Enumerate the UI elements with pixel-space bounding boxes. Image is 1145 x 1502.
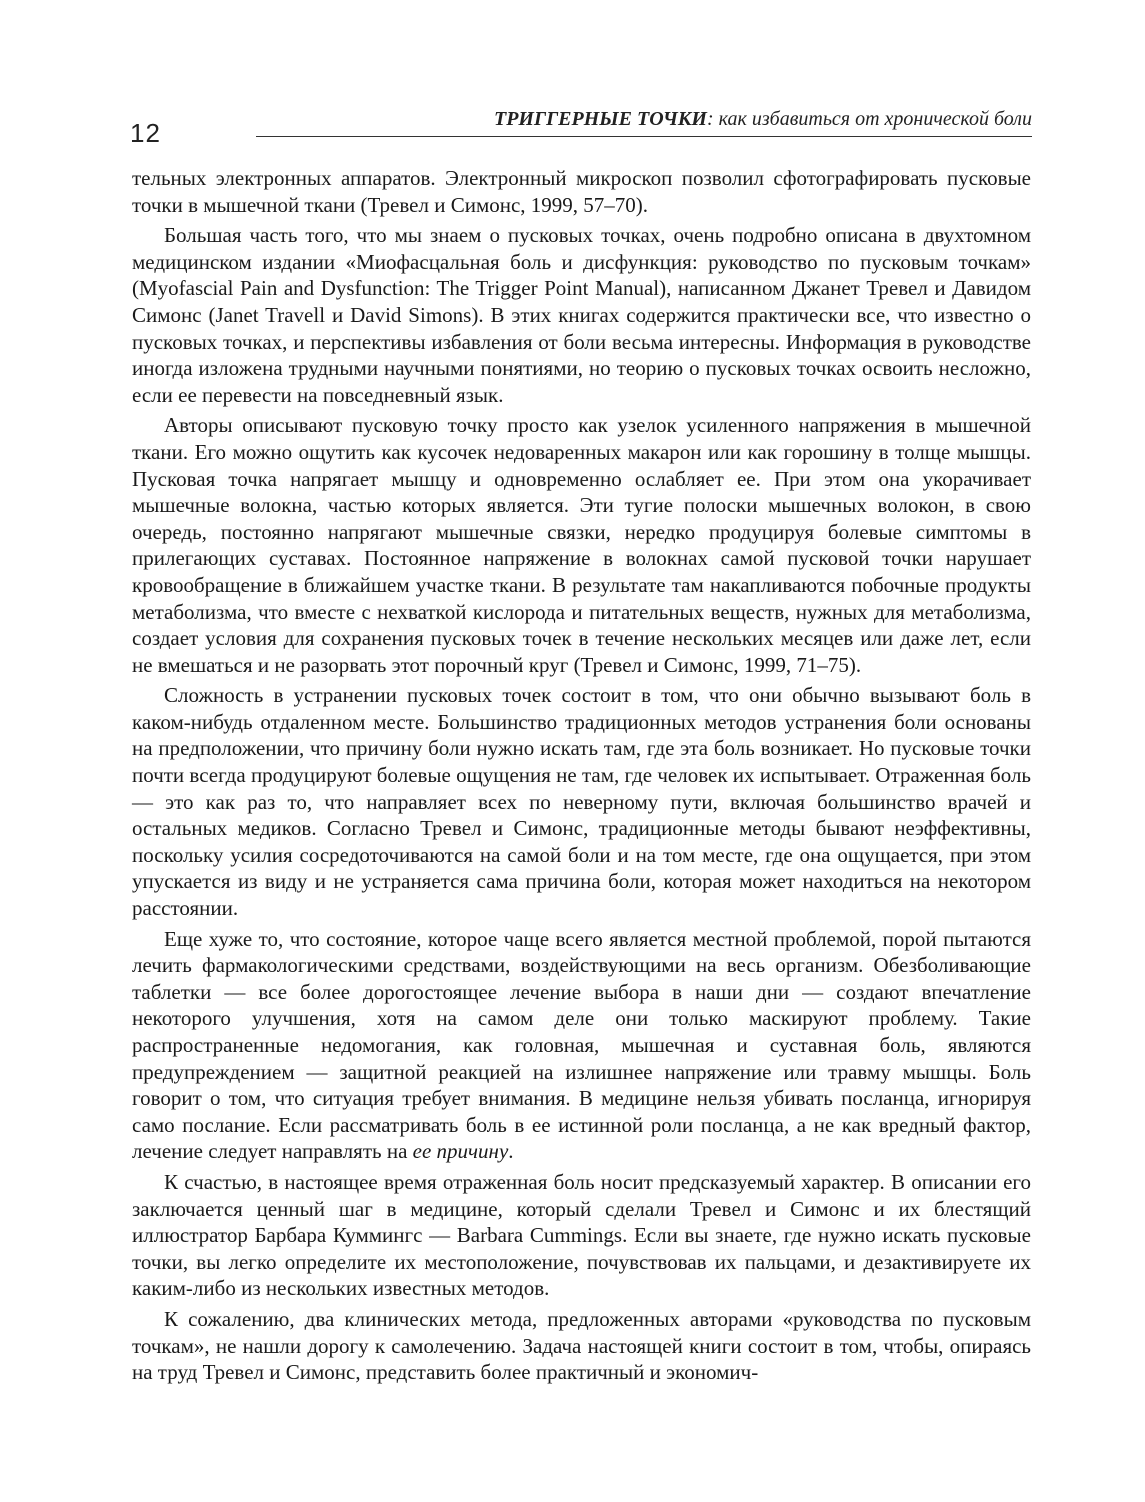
paragraph: К сожалению, два клинических метода, предложенных авторами «руководства по пусковым точкам», не нашли дорогу к самолечению. Задача настоящей книги состоит в том, чтобы, опираясь на труд Тревел и Симонс, представить более практичный и экономич- [132, 1306, 1031, 1385]
paragraph-continuation: тельных электронных аппаратов. Электронный микроскоп позволил сфотографировать пусковые точки в мышечной ткани (Тревел и Симонс, 1999, 57–70). [132, 166, 1031, 217]
page-number: 12 [130, 118, 161, 148]
book-subtitle: : как избавиться от хронической боли [706, 108, 1032, 130]
paragraph: Большая часть того, что мы знаем о пусковых точках, очень подробно описана в двухтомном медицинском издании «Миофасцальная боль и дисфункция: руководство по пусковым точкам» (Myofascial Pain and Dysfunction: The Trigger Point Manual), написанном Джанет Тревел и Давидом Симонс (Janet Travell и David Simons). В этих книгах содержится практически все, что известно о пусковых точках, и перспективы избавления от боли весьма интересны. Информация в руководстве иногда изложена трудными научными понятиями, но теорию о пусковых точках освоить несложно, если ее перевести на повседневный язык. [132, 223, 1031, 407]
emphasis-text: ее причину [412, 1139, 509, 1164]
paragraph: Авторы описывают пусковую точку просто как узелок усиленного напряжения в мышечной ткани. Его можно ощутить как кусочек недоваренных макарон или как горошину в толще мышцы. Пусковая точка напрягает мышцу и одновременно ослабляет ее. При этом она укорачивает мышечные волокна, частью которых является. Эти тугие полоски мышечных волокон, в свою очередь, постоянно напрягают мышечные связки, нередко продуцируя болевые симптомы в прилегающих суставах. Постоянное напряжение в волокнах самой пусковой точки нарушает кровообращение в ближайшем участке ткани. В результате там накапливаются побочные продукты метаболизма, что вместе с нехваткой кислорода и питательных веществ, нужных для метаболизма, создает условия для сохранения пусковых точек в течение нескольких месяцев или даже лет, если не вмешаться и не разорвать этот порочный круг (Тревел и Симонс, 1999, 71–75). [132, 413, 1031, 677]
running-header [494, 108, 1032, 131]
paragraph: К счастью, в настоящее время отраженная боль носит предсказуемый характер. В описании его заключается ценный шаг в медицине, который сделали Тревел и Симонс и их блестящий иллюстратор Барбара Куммингс — Barbara Cummings. Если вы знаете, где нужно искать пусковые точки, вы легко определите их местоположение, почувствовав их пальцами, и дезактивируете их каким-либо из нескольких известных методов. [132, 1169, 1031, 1301]
paragraph [132, 926, 1031, 1165]
book-title: ТРИГГЕРНЫЕ ТОЧКИ [494, 108, 707, 130]
body-text [132, 165, 1031, 1386]
paragraph: Сложность в устранении пусковых точек состоит в том, что они обычно вызывают боль в каком-нибудь отдаленном месте. Большинство традиционных методов устранения боли основаны на предположении, что причину боли нужно искать там, где эта боль возникает. Но пусковые точки почти всегда продуцируют болевые ощущения не там, где человек их испытывает. Отраженная боль — это как раз то, что направляет всех по неверному пути, включая большинство врачей и остальных медиков. Согласно Тревел и Симонс, традиционные методы бывают неэффективны, поскольку усилия сосредоточиваются на самой боли и на том месте, где она ощущается, при этом упускается из виду и не устраняется сама причина боли, которая может находиться на некотором расстоянии. [132, 683, 1031, 921]
paragraph-text: Еще хуже то, что состояние, которое чаще всего является местной проблемой, порой пытаются лечить фармакологическими средствами, воздействующими на весь организм. Обезболивающие таблетки — все более дорогостоящее лечение выбора в наши дни — создают впечатление некоторого улучшения, хотя на самом деле они только маскируют проблему. Такие распространенные недомогания, как головная, мышечная и суставная боль, являются предупреждением — защитной реакцией на излишнее напряжение или травму мышцы. Боль говорит о том, что ситуация требует внимания. В медицине нельзя убивать посланца, игнорируя само послание. Если рассматривать боль в ее истинной роли посланца, а не как вредный фактор, лечение следует направлять на [132, 926, 1031, 1164]
header-rule [256, 136, 1032, 137]
paragraph-text-end: . [508, 1139, 514, 1164]
